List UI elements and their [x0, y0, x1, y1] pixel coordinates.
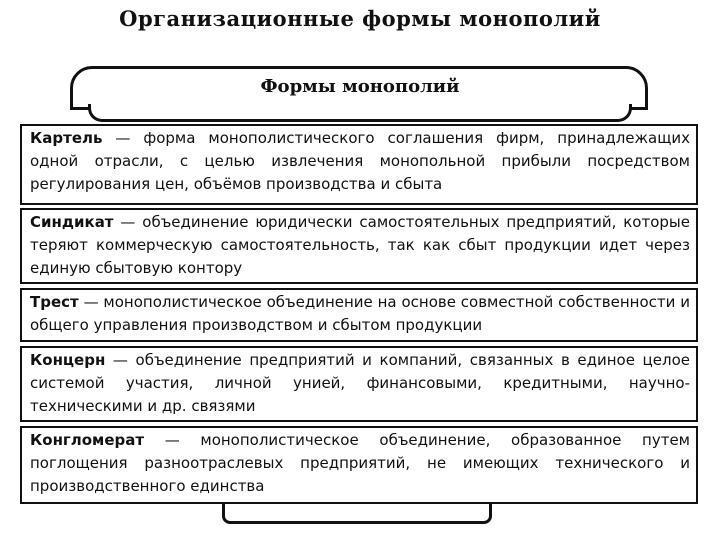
definition-text: — объединение юридически самостоятельных предприятий, которые теряют коммерческую самостоятельность, так как сбыт продукции идет через единую сбытовую контору [30, 213, 690, 277]
definition-term: Конгломерат [30, 431, 145, 449]
definition-box-cartel [20, 124, 698, 205]
definition-term: Синдикат [30, 213, 114, 231]
header-banner-base [88, 104, 632, 122]
definition-box-concern [20, 346, 698, 422]
definition-text: — объединение предприятий и компаний, связанных в единое целое системой участия, личной унией, финансовыми, кредитными, научно-техническими и др. связями [30, 351, 690, 415]
header-title: Формы монополий [260, 76, 460, 97]
definition-term: Картель [30, 129, 103, 147]
definition-text: — монополистическое объединение, образованное путем поглощения разноотраслевых предприятий, не имеющих технического и производственного единства [30, 431, 690, 495]
page-title: Организационные формы монополий [119, 6, 601, 31]
footer-bracket [222, 502, 492, 524]
definition-box-syndicate [20, 208, 698, 284]
definition-text: — форма монополистического соглашения фирм, принадлежащих одной отрасли, с целью извлечения монопольной прибыли посредством регулирования цен, объёмов производства и сбыта [30, 129, 690, 193]
definition-box-conglomerate [20, 426, 698, 504]
definition-text: — монополистическое объединение на основе совместной собственности и общего управления производством и сбытом продукции [30, 293, 690, 334]
definition-term: Трест [30, 293, 79, 311]
definition-box-trust [20, 288, 698, 342]
definition-term: Концерн [30, 351, 106, 369]
